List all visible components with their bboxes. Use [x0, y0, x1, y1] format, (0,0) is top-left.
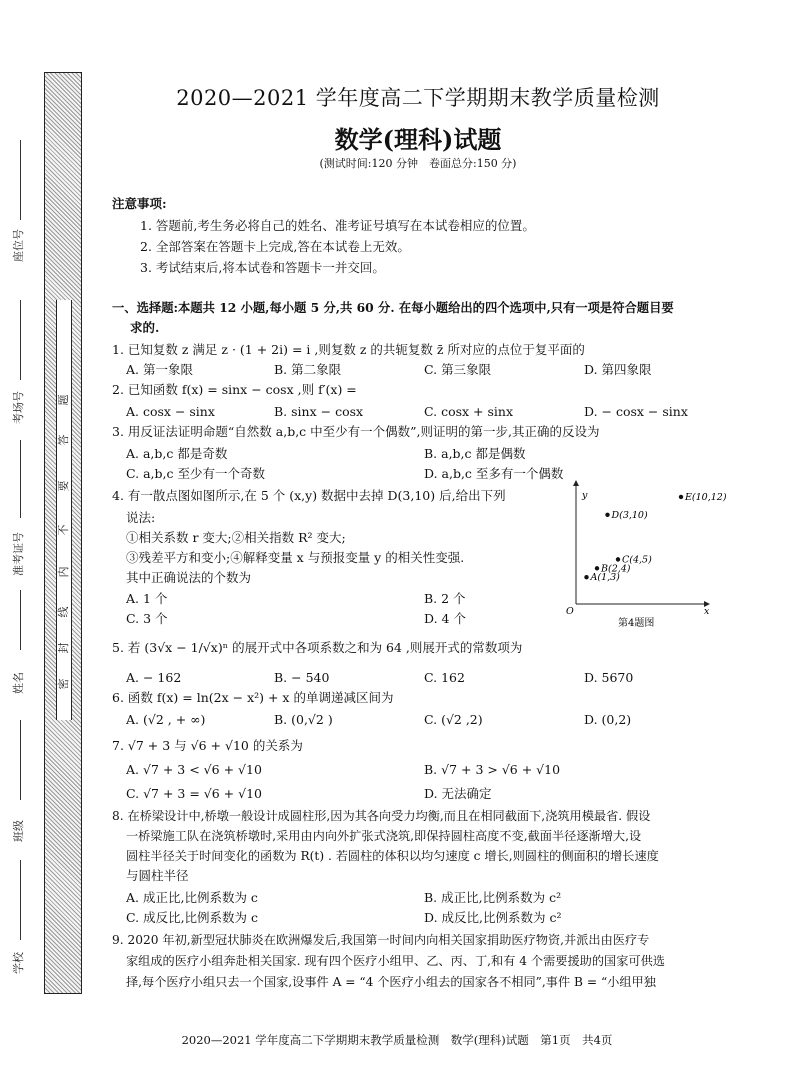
scatter-point-label: B(2,4) — [601, 563, 631, 575]
q9-stem: 9. 2020 年初,新型冠状肺炎在欧洲爆发后,我国第一时间内向相关国家捐助医疗物资,并派出由医疗专 — [112, 933, 650, 947]
seal-char: 密 — [57, 678, 70, 690]
scatter-point-label: A(1,3) — [590, 572, 620, 584]
seal-char: 要 — [57, 480, 70, 492]
notice-item: 3. 考试结束后,将本试卷和答题卡一并交回。 — [140, 260, 385, 275]
q4-question: 其中正确说法的个数为 — [126, 570, 252, 585]
exam-room-label: 考场号 — [12, 391, 25, 424]
section-heading-cont: 求的. — [130, 320, 160, 335]
ticket-number-label: 准考证号 — [12, 532, 25, 576]
exam-subject: 数学(理科)试题 — [334, 125, 502, 154]
exam-room-line[interactable] — [20, 300, 21, 380]
q1-option-c: C. 第三象限 — [424, 362, 492, 377]
q7-option-a: A. √7 + 3 < √6 + √10 — [126, 762, 262, 777]
q6-option-b: B. (0,√2 ) — [274, 712, 333, 727]
scatter-point — [616, 557, 620, 561]
q5-stem: 5. 若 (3√x − 1/√x)ⁿ 的展开式中各项系数之和为 64 ,则展开式的常数项为 — [112, 640, 523, 655]
q6-stem: 6. 函数 f(x) = ln(2x − x²) + x 的单调递减区间为 — [112, 690, 394, 705]
q2-option-b: B. sinx − cosx — [274, 404, 364, 419]
q4-option-b: B. 2 个 — [424, 591, 466, 606]
q4-stem: 4. 有一散点图如图所示,在 5 个 (x,y) 数据中去掉 D(3,10) 后,给出下列 — [112, 488, 506, 503]
seal-char: 不 — [57, 524, 70, 536]
q2-option-d: D. − cosx − sinx — [584, 404, 688, 419]
scatter-plot — [562, 480, 727, 630]
scatter-point-label: E(10,12) — [685, 491, 727, 503]
q5-option-c: C. 162 — [424, 670, 465, 685]
seal-char: 封 — [57, 642, 70, 654]
q7-option-b: B. √7 + 3 > √6 + √10 — [424, 762, 561, 777]
scatter-point-label: C(4,5) — [622, 554, 652, 566]
school-label: 学校 — [12, 952, 25, 974]
q8-stem-cont: 与圆柱半径 — [126, 868, 189, 883]
scatter-point-label: D(3,10) — [611, 509, 648, 521]
q2-stem: 2. 已知函数 f(x) = sinx − cosx ,则 f′(x) = — [112, 382, 357, 397]
q5-option-d: D. 5670 — [584, 670, 634, 685]
q8-stem-cont: 圆柱半径关于时间变化的函数为 R(t) . 若圆柱的体积以均匀速度 c 增长,则圆柱的侧面积的增长速度 — [126, 849, 659, 863]
q3-stem: 3. 用反证法证明命题“自然数 a,b,c 中至少有一个偶数”,则证明的第一步,其正确的反设为 — [112, 424, 600, 439]
ticket-number-line[interactable] — [20, 440, 21, 518]
x-axis-label: x — [704, 606, 710, 617]
q6-option-a: A. (√2 , + ∞) — [126, 712, 206, 727]
seat-number-label: 座位号 — [12, 229, 25, 262]
q8-stem-cont: 一桥梁施工队在浇筑桥墩时,采用由内向外扩张式浇筑,即保持圆柱高度不变,截面半径逐渐增大,设 — [126, 829, 642, 843]
seal-char: 答 — [57, 434, 70, 446]
origin-label: O — [566, 606, 574, 617]
seal-char: 题 — [57, 394, 70, 406]
q2-option-c: C. cosx + sinx — [424, 404, 513, 419]
scatter-figure — [562, 480, 727, 630]
scatter-point — [605, 513, 609, 517]
page-footer: 2020—2021 学年度高二下学期期末教学质量检测 数学(理科)试题 第1页 共4页 — [181, 1033, 613, 1047]
q1-option-b: B. 第二象限 — [274, 362, 342, 377]
q3-option-d: D. a,b,c 至多有一个偶数 — [424, 466, 564, 481]
q7-option-c: C. √7 + 3 = √6 + √10 — [126, 786, 262, 801]
exam-title: 2020—2021 学年度高二下学期期末教学质量检测 — [176, 86, 660, 110]
seat-number-line[interactable] — [20, 140, 21, 220]
name-line[interactable] — [20, 590, 21, 650]
scatter-point — [595, 566, 599, 570]
y-axis-label: y — [582, 490, 588, 501]
q7-option-d: D. 无法确定 — [424, 786, 492, 801]
q1-option-a: A. 第一象限 — [126, 362, 193, 377]
scatter-point — [584, 575, 588, 579]
q4-statement: ①相关系数 r 变大;②相关指数 R² 变大; — [126, 530, 346, 545]
scatter-point — [679, 495, 683, 499]
q4-option-a: A. 1 个 — [126, 591, 168, 606]
q6-option-c: C. (√2 ,2) — [424, 712, 483, 727]
q8-option-d: D. 成反比,比例系数为 c² — [424, 910, 562, 925]
q1-option-d: D. 第四象限 — [584, 362, 652, 377]
notice-heading: 注意事项: — [112, 196, 167, 211]
class-label: 班级 — [12, 820, 25, 842]
q5-option-b: B. − 540 — [274, 670, 330, 685]
figure-caption: 第4题图 — [618, 618, 655, 629]
name-label: 姓名 — [12, 672, 25, 694]
q6-option-d: D. (0,2) — [584, 712, 632, 727]
q9-stem-cont: 家组成的医疗小组奔赴相关国家. 现有四个医疗小组甲、乙、丙、丁,和有 4 个需要援助的国家可供选 — [126, 954, 665, 968]
seal-band — [56, 300, 72, 720]
q3-option-b: B. a,b,c 都是偶数 — [424, 446, 526, 461]
exam-info: (测试时间:120 分钟 卷面总分:150 分) — [319, 157, 517, 170]
seal-char: 内 — [57, 566, 70, 578]
q4-option-d: D. 4 个 — [424, 611, 466, 626]
q7-stem: 7. √7 + 3 与 √6 + √10 的关系为 — [112, 738, 303, 753]
class-line[interactable] — [20, 720, 21, 800]
seal-char: 线 — [57, 606, 70, 618]
binding-strip — [0, 0, 92, 1071]
q4-stem-cont: 说法: — [126, 510, 156, 525]
q8-stem: 8. 在桥梁设计中,桥墩一般设计成圆柱形,因为其各向受力均衡,而且在相同截面下,浇筑用模最省. 假设 — [112, 809, 651, 823]
q1-stem: 1. 已知复数 z 满足 z · (1 + 2i) = i ,则复数 z 的共轭复数 z̄ 所对应的点位于复平面的 — [112, 342, 585, 357]
q9-stem-cont: 择,每个医疗小组只去一个国家,设事件 A = “4 个医疗小组去的国家各不相同”,事件 B = “小组甲独 — [126, 975, 656, 989]
q3-option-a: A. a,b,c 都是奇数 — [126, 446, 228, 461]
school-line[interactable] — [20, 860, 21, 940]
q2-option-a: A. cosx − sinx — [126, 404, 215, 419]
y-axis-arrow — [573, 480, 579, 486]
q4-option-c: C. 3 个 — [126, 611, 168, 626]
q5-option-a: A. − 162 — [126, 670, 182, 685]
notice-item: 1. 答题前,考生务必将自己的姓名、准考证号填写在本试卷相应的位置。 — [140, 218, 535, 233]
section-heading: 一、选择题:本题共 12 小题,每小题 5 分,共 60 分. 在每小题给出的四个选项中,只有一项是符合题目要 — [112, 300, 674, 315]
q4-statement: ③残差平方和变小;④解释变量 x 与预报变量 y 的相关性变强. — [126, 550, 465, 565]
q3-option-c: C. a,b,c 至少有一个奇数 — [126, 466, 265, 481]
q8-option-c: C. 成反比,比例系数为 c — [126, 910, 259, 925]
notice-item: 2. 全部答案在答题卡上完成,答在本试卷上无效。 — [140, 239, 410, 254]
q8-option-a: A. 成正比,比例系数为 c — [126, 890, 258, 905]
q8-option-b: B. 成正比,比例系数为 c² — [424, 890, 562, 905]
